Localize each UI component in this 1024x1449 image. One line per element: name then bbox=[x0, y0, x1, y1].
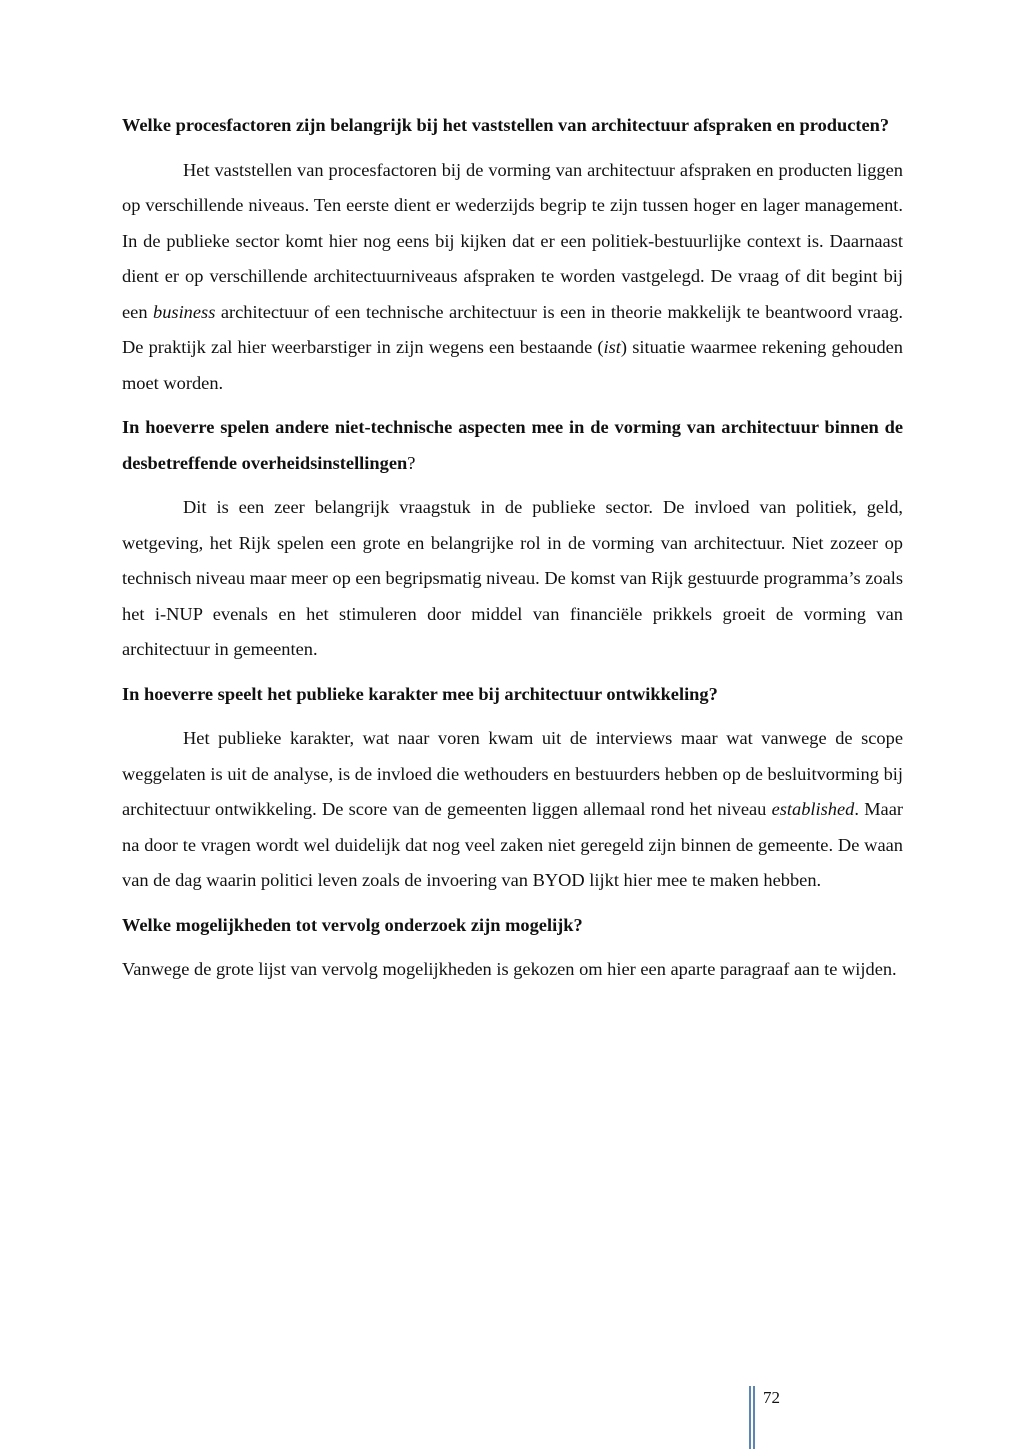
heading-suffix: ? bbox=[407, 452, 416, 473]
italic-term: business bbox=[153, 301, 216, 322]
answer-paragraph-1 bbox=[122, 153, 903, 402]
heading-text: In hoeverre spelen andere niet-technische aspecten mee in de vorming van architectuur binnen de desbetreffende overheidsinstellingen bbox=[122, 417, 903, 473]
paragraph-text: Het publieke karakter, wat naar voren kwam uit de interviews maar wat vanwege de scope weggelaten is uit de analyse, is de invloed die wethouders en bestuurders hebben op de besluitvorming bij architectuur ontwikkeling. De score van de gemeenten liggen allemaal rond het niveau bbox=[122, 728, 903, 819]
paragraph-text: ) situatie waarmee rekening gehouden moet worden. bbox=[122, 337, 903, 393]
footer-accent-bar bbox=[749, 1386, 751, 1449]
paragraph-text: Het vaststellen van procesfactoren bij de vorming van architectuur afspraken en producten liggen op verschillende niveaus. Ten eerste dient er wederzijds begrip te zijn tussen hoger en lager management. In de publieke sector komt hier nog eens bij kijken dat er een politiek-bestuurlijke context is. Daarnaast dient er op verschillende architectuurniveaus afspraken te worden vastgelegd. De vraag of dit begint bij een bbox=[122, 159, 903, 322]
paragraph-text: . Maar na door te vragen wordt wel duidelijk dat nog veel zaken niet geregeld zijn binnen de gemeente. De waan van de dag waarin politici leven zoals de invoering van BYOD lijkt hier mee te maken hebben. bbox=[122, 799, 903, 890]
document-page bbox=[122, 108, 903, 997]
answer-paragraph-2 bbox=[122, 490, 903, 668]
paragraph-text: Vanwege de grote lijst van vervolg mogelijkheden is gekozen om hier een aparte paragraaf aan te wijden. bbox=[122, 959, 897, 979]
question-heading-1: Welke procesfactoren zijn belangrijk bij het vaststellen van architectuur afspraken en producten? bbox=[122, 115, 890, 135]
italic-term: established bbox=[771, 799, 855, 819]
answer-paragraph-3 bbox=[122, 721, 903, 899]
page-footer bbox=[749, 1386, 809, 1449]
footer-accent-bar bbox=[753, 1386, 755, 1449]
question-heading-2 bbox=[122, 410, 903, 481]
page-number: 72 bbox=[763, 1388, 780, 1407]
paragraph-text: architectuur of een technische architectuur is een in theorie makkelijk te beantwoord vraag. De praktijk zal hier weerbarstiger in zijn wegens een bestaande ( bbox=[122, 301, 903, 357]
answer-paragraph-4 bbox=[122, 952, 903, 988]
paragraph-text: Dit is een zeer belangrijk vraagstuk in de publieke sector. De invloed van politiek, geld, wetgeving, het Rijk spelen een grote en belangrijke rol in de vorming van architectuur. Niet zozeer op technisch niveau maar meer op een begripsmatig niveau. De komst van Rijk gestuurde programma’s zoals het i-NUP evenals en het stimuleren door middel van financiële prikkels groeit de vorming van architectuur in gemeenten. bbox=[122, 497, 903, 659]
italic-term: ist bbox=[603, 337, 621, 357]
question-heading-3: In hoeverre speelt het publieke karakter mee bij architectuur ontwikkeling? bbox=[122, 683, 718, 704]
question-heading-4: Welke mogelijkheden tot vervolg onderzoek zijn mogelijk? bbox=[122, 914, 583, 935]
